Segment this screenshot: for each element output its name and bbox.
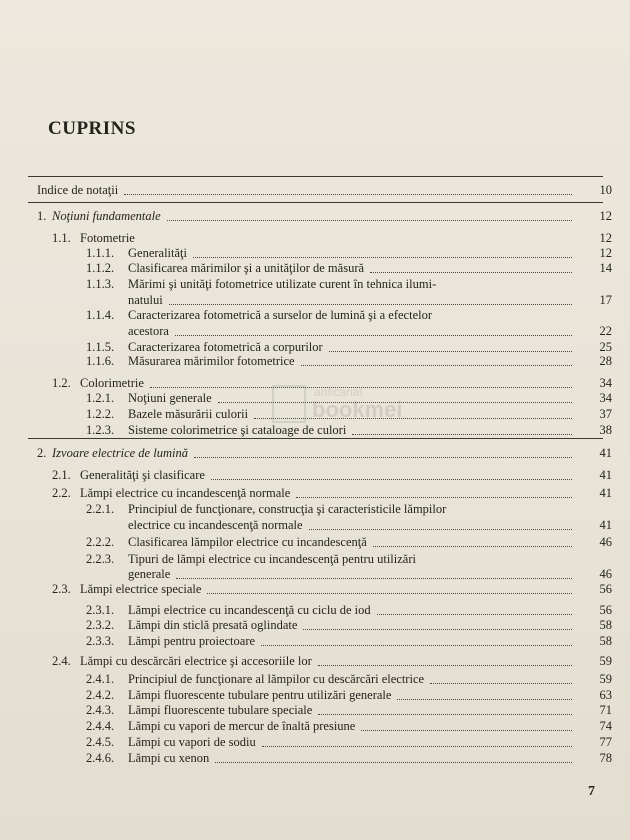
dot-leader bbox=[296, 497, 572, 498]
toc-entry-title: Principiul de funcţionare, construcţia şi caracteristicile lămpilor bbox=[128, 502, 447, 516]
toc-entry-page: 41 bbox=[599, 486, 612, 500]
toc-entry-number: 2.4.5. bbox=[86, 735, 115, 749]
toc-entry-number: 2.4. bbox=[52, 654, 71, 668]
toc-entry-number: 2.2.1. bbox=[86, 502, 115, 516]
dot-leader bbox=[361, 730, 572, 731]
toc-entry bbox=[0, 261, 612, 276]
toc-entry-number: 1.1.1. bbox=[86, 246, 115, 260]
toc-entry-page: 12 bbox=[599, 246, 612, 260]
toc-entry-number: 2.2.3. bbox=[86, 552, 115, 566]
toc-entry-page: 74 bbox=[599, 719, 612, 733]
toc-entry bbox=[0, 446, 612, 461]
toc-entry-title: acestora bbox=[128, 324, 169, 338]
toc-entry-title: Clasificarea mărimilor şi a unităţilor de măsură bbox=[128, 261, 365, 275]
toc-entry-title: Clasificarea lămpilor electrice cu incandescenţă bbox=[128, 535, 367, 549]
toc-entry-title: Lămpi pentru proiectoare bbox=[128, 634, 256, 648]
toc-entry-number: 2.3.1. bbox=[86, 603, 115, 617]
toc-entry-page: 38 bbox=[599, 423, 612, 437]
toc-entry-number: 2.3.2. bbox=[86, 618, 115, 632]
toc-entry-title: Sisteme colorimetrice şi cataloage de culori bbox=[128, 423, 347, 437]
toc-entry-title: Generalităţi şi clasificare bbox=[80, 468, 205, 482]
toc-entry-page: 28 bbox=[599, 354, 612, 368]
toc-entry-title: Lămpi cu xenon bbox=[128, 751, 210, 765]
toc-entry-page: 12 bbox=[599, 209, 612, 223]
bleed-through-text bbox=[300, 30, 560, 180]
toc-entry-title: Lămpi cu vapori de sodiu bbox=[128, 735, 256, 749]
toc-entry bbox=[0, 719, 612, 734]
toc-entry-page: 58 bbox=[599, 634, 612, 648]
toc-entry-title: Indice de notaţii bbox=[37, 183, 119, 197]
toc-entry bbox=[0, 672, 612, 687]
toc-entry-title: electrice cu incandescenţă normale bbox=[128, 518, 303, 532]
dot-leader bbox=[318, 714, 572, 715]
toc-entry-number: 2.4.1. bbox=[86, 672, 115, 686]
dot-leader bbox=[175, 335, 572, 336]
toc-entry-number: 1.1.5. bbox=[86, 340, 115, 354]
toc-entry-number: 2.4.2. bbox=[86, 688, 115, 702]
toc-entry-page: 34 bbox=[599, 376, 612, 390]
dot-leader bbox=[397, 699, 572, 700]
toc-entry-title: Mărimi şi unităţi fotometrice utilizate curent în tehnica ilumi- bbox=[128, 277, 437, 291]
dot-leader bbox=[167, 220, 572, 221]
toc-entry-title: Lămpi din sticlă presată oglindate bbox=[128, 618, 298, 632]
toc-entry-title: Lămpi electrice cu incandescenţă cu ciclu de iod bbox=[128, 603, 371, 617]
watermark-logo-icon bbox=[272, 385, 306, 423]
toc-entry-title: Măsurarea mărimilor fotometrice bbox=[128, 354, 295, 368]
toc-entry bbox=[0, 209, 612, 224]
toc-entry-number: 1.2.1. bbox=[86, 391, 115, 405]
toc-entry-number: 1.2.3. bbox=[86, 423, 115, 437]
toc-entry-title: Noţiuni generale bbox=[128, 391, 212, 405]
toc-entry-title: Noţiuni fundamentale bbox=[52, 209, 161, 223]
top-rule bbox=[28, 176, 603, 177]
watermark-stamp: anticariat bookmei bbox=[262, 385, 412, 445]
toc-entry-page: 41 bbox=[599, 446, 612, 460]
toc-entry-title: Lămpi electrice cu incandescenţă normale bbox=[80, 486, 291, 500]
toc-entry-title: generale bbox=[128, 567, 171, 581]
toc-entry-number: 2.4.4. bbox=[86, 719, 115, 733]
toc-entry bbox=[0, 293, 612, 308]
dot-leader bbox=[193, 257, 572, 258]
toc-entry-page: 10 bbox=[599, 183, 612, 197]
toc-entry-number: 2.3. bbox=[52, 582, 71, 596]
toc-entry bbox=[0, 277, 612, 292]
toc-entry bbox=[0, 688, 612, 703]
dot-leader bbox=[211, 479, 572, 480]
toc-entry-page: 59 bbox=[599, 654, 612, 668]
toc-entry-page: 12 bbox=[599, 231, 612, 245]
dot-leader bbox=[262, 746, 572, 747]
dot-leader bbox=[215, 762, 572, 763]
dot-leader bbox=[309, 529, 572, 530]
toc-entry bbox=[0, 183, 612, 198]
dot-leader bbox=[124, 194, 572, 195]
toc-entry-title: Lămpi cu vapori de mercur de înaltă presiune bbox=[128, 719, 356, 733]
toc-entry-title: Lămpi electrice speciale bbox=[80, 582, 202, 596]
toc-entry-title: Caracterizarea fotometrică a surselor de lumină şi a efectelor bbox=[128, 308, 433, 322]
toc-entry-page: 17 bbox=[599, 293, 612, 307]
page-number: 7 bbox=[588, 784, 595, 799]
toc-entry-page: 34 bbox=[599, 391, 612, 405]
toc-entry-number: 1.1.3. bbox=[86, 277, 115, 291]
toc-entry-title: natului bbox=[128, 293, 163, 307]
dot-leader bbox=[373, 546, 572, 547]
toc-entry bbox=[0, 354, 612, 369]
dot-leader bbox=[261, 645, 572, 646]
toc-entry-page: 41 bbox=[599, 518, 612, 532]
toc-entry-number: 2. bbox=[37, 446, 47, 460]
dot-leader bbox=[169, 304, 572, 305]
toc-entry-page: 77 bbox=[599, 735, 612, 749]
dot-leader bbox=[301, 365, 572, 366]
toc-entry-page: 56 bbox=[599, 582, 612, 596]
toc-entry-page: 46 bbox=[599, 535, 612, 549]
toc-entry bbox=[0, 518, 612, 533]
toc-entry-page: 56 bbox=[599, 603, 612, 617]
toc-entry-number: 2.4.6. bbox=[86, 751, 115, 765]
toc-entry-number: 1.1.4. bbox=[86, 308, 115, 322]
toc-entry-page: 71 bbox=[599, 703, 612, 717]
dot-leader bbox=[318, 665, 572, 666]
toc-entry-number: 1.2.2. bbox=[86, 407, 115, 421]
toc-entry-page: 58 bbox=[599, 618, 612, 632]
toc-entry-number: 1.1.2. bbox=[86, 261, 115, 275]
section-rule bbox=[28, 438, 603, 439]
toc-entry bbox=[0, 618, 612, 633]
toc-entry-page: 37 bbox=[599, 407, 612, 421]
toc-entry bbox=[0, 468, 612, 483]
toc-entry-number: 2.2.2. bbox=[86, 535, 115, 549]
toc-entry-title: Generalităţi bbox=[128, 246, 187, 260]
toc-entry-title: Lămpi fluorescente tubulare speciale bbox=[128, 703, 313, 717]
toc-entry-page: 78 bbox=[599, 751, 612, 765]
toc-entry-page: 59 bbox=[599, 672, 612, 686]
toc-entry-number: 1. bbox=[37, 209, 47, 223]
toc-entry-page: 41 bbox=[599, 468, 612, 482]
toc-entry bbox=[0, 231, 612, 246]
dot-leader bbox=[207, 593, 572, 594]
toc-entry-number: 2.2. bbox=[52, 486, 71, 500]
toc-entry-number: 2.4.3. bbox=[86, 703, 115, 717]
toc-entry-page: 46 bbox=[599, 567, 612, 581]
toc-entry-title: Fotometrie bbox=[80, 231, 135, 245]
toc-entry-page: 63 bbox=[599, 688, 612, 702]
toc-entry bbox=[0, 246, 612, 261]
toc-entry-title: Lămpi cu descărcări electrice şi accesoriile lor bbox=[80, 654, 312, 668]
toc-entry bbox=[0, 567, 612, 582]
toc-entry-title: Tipuri de lămpi electrice cu incandescenţă pentru utilizări bbox=[128, 552, 416, 566]
dot-leader bbox=[370, 272, 572, 273]
dot-leader bbox=[194, 457, 572, 458]
toc-entry bbox=[0, 535, 612, 550]
dot-leader bbox=[430, 683, 572, 684]
dot-leader bbox=[329, 351, 572, 352]
dot-leader bbox=[377, 614, 572, 615]
toc-entry-page: 14 bbox=[599, 261, 612, 275]
toc-entry-number: 1.2. bbox=[52, 376, 71, 390]
toc-entry bbox=[0, 502, 612, 517]
toc-entry-number: 2.3.3. bbox=[86, 634, 115, 648]
toc-entry bbox=[0, 340, 612, 355]
toc-entry bbox=[0, 751, 612, 766]
toc-entry-number: 1.1.6. bbox=[86, 354, 115, 368]
toc-entry-title: Lămpi fluorescente tubulare pentru utilizări generale bbox=[128, 688, 392, 702]
toc-entry-page: 25 bbox=[599, 340, 612, 354]
toc-entry bbox=[0, 703, 612, 718]
toc-entry bbox=[0, 324, 612, 339]
toc-entry bbox=[0, 552, 612, 567]
dot-leader bbox=[176, 578, 572, 579]
toc-entry-page: 22 bbox=[599, 324, 612, 338]
toc-entry-number: 2.1. bbox=[52, 468, 71, 482]
section-rule bbox=[28, 202, 603, 203]
toc-entry-title: Principiul de funcţionare al lămpilor cu descărcări electrice bbox=[128, 672, 425, 686]
toc-entry-title: Bazele măsurării culorii bbox=[128, 407, 249, 421]
toc-entry-title: Caracterizarea fotometrică a corpurilor bbox=[128, 340, 323, 354]
toc-entry bbox=[0, 654, 612, 669]
toc-entry bbox=[0, 308, 612, 323]
toc-entry bbox=[0, 603, 612, 618]
toc-entry-title: Izvoare electrice de lumină bbox=[52, 446, 188, 460]
dot-leader bbox=[303, 629, 572, 630]
toc-entry bbox=[0, 486, 612, 501]
toc-entry-number: 1.1. bbox=[52, 231, 71, 245]
toc-entry bbox=[0, 582, 612, 597]
page-title: CUPRINS bbox=[48, 118, 136, 139]
toc-entry bbox=[0, 735, 612, 750]
toc-entry bbox=[0, 634, 612, 649]
toc-entry-title: Colorimetrie bbox=[80, 376, 144, 390]
